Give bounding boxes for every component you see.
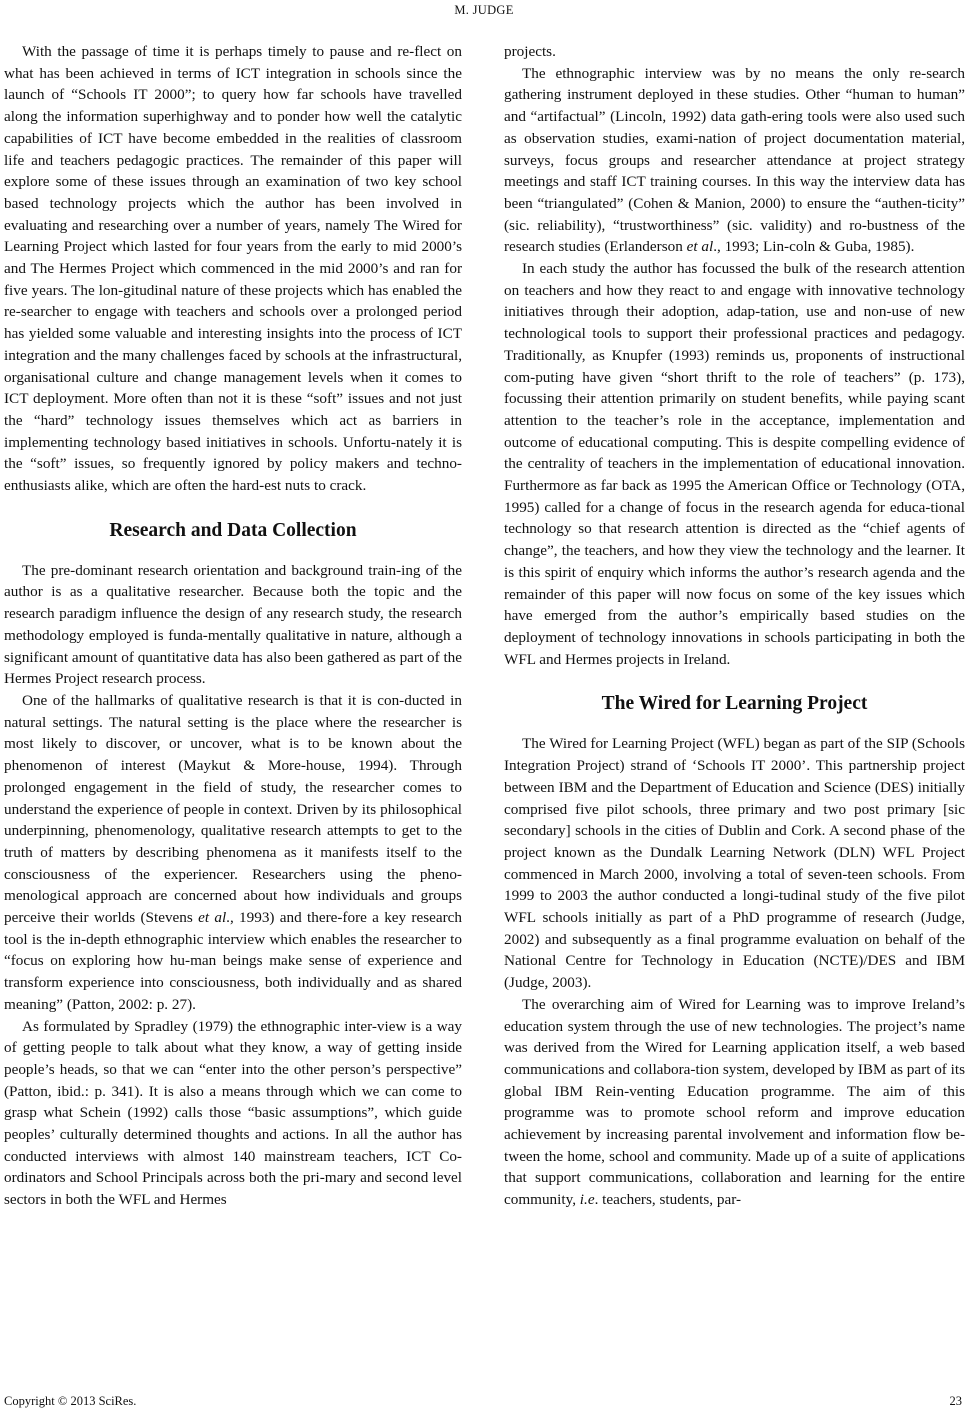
- text-run: The ethnographic interview was by no means the only re-search gathering instrument deployed in these studies. Other “human to human” and “artifactual” (Lincoln, 1992) data gath-ering tools were also used such as observation studies, exami-nation of project documentation material, surveys, focus groups and researcher attendance at project strategy meetings and staff ICT training courses. In this way the interview data has been “triangulated” (Cohen & Manion, 2000) to ensure the “authen-ticity” (sic. reliability), “trustworthiness” (sic. validity) and ro-bustness of the research studies (Erlanderson: [504, 64, 965, 256]
- section-heading-research: Research and Data Collection: [109, 519, 357, 541]
- page-number: 23: [949, 1394, 962, 1408]
- text-run: . teachers, students, par-: [594, 1191, 742, 1209]
- paragraph: In each study the author has focussed the bulk of the research attention on teachers and how they react to and engage with innovative technology initiatives through their adoption, adap-tation, use and non-use of new technological tools to support their professional practices and pedagogy. Traditionally, as Knupfer (1993) reminds us, proponents of instructional com-puting have given “short thrift to the role of teachers” (p. 173), focussing their attention primarily on student benefits, while paying scant attention to the teacher’s role in the acceptance, implementation and outcome of educational computing. This is despite compelling evidence of the centrality of teachers in the implementation of educational innovation. Furthermore as far back as 1995 the American Office or Technology (OTA, 1995) called for a change of focus in the research agenda for educa-tional technology so that research attention is directed as the “chief agents of change”, the teachers, and how they view the technology and the learner. It is this spirit of enquiry which informs the author’s research agenda and the remainder of this paper will now focus on some of the key issues which have emerged from the author’s empirically based studies on the deployment of technology innovations in schools participating in both the WFL and Hermes projects in Ireland.: [504, 260, 965, 668]
- paragraph: As formulated by Spradley (1979) the ethnographic inter-view is a way of getting people to talk about what they know, a way of getting inside people’s heads, so that we can “enter into the other person’s perspective” (Patton, ibid.: p. 341). It is also a means through which we can come to grasp what Schein (1992) calls those “basic assumptions”, which guide peoples’ culturally determined thoughts and actions. In all the author has conducted interviews with almost 140 mainstream teachers, ICT Co-ordinators and School Principals across both the pri-mary and second level sectors in both the WFL and Hermes: [4, 1017, 462, 1209]
- italic-text: i.e: [579, 1191, 595, 1209]
- text-run: ., 1993) and there-fore a key research tool is the in-depth ethnographic interview which enables the researcher to “focus on exploring how hu-man beings make sense of experience and transform experience into consciousness, both individually and as shared meaning” (Patton, 2002: p. 27).: [4, 909, 463, 1013]
- text-run: One of the hallmarks of qualitative research is that it is con-ducted in natural settings. The natural setting is the place where the researcher is most likely to discover, or uncover, what is to be known about the phenomenon of interest (Maykut & More-house, 1994). Through prolonged engagement in the field of study, the researcher comes to understand the experience of people in context. Driven by its philosophical underpinning, phenomenology, qualitative research attempts to get to the truth of matters by describing phenomena as it manifests itself to the consciousness of the experiencer. Researchers using the pheno-menological approach are concerned about how individuals and groups perceive their worlds (Stevens: [4, 691, 462, 927]
- paragraph: The Wired for Learning Project (WFL) began as part of the SIP (Schools Integration Project) strand of ‘Schools IT 2000’. This partnership project between IBM and the Department of Education and Science (DES) initially comprised five pilot schools, three primary and two post primary [sic secondary] schools in the cities of Dublin and Cork. A second phase of the project known as the Dundalk Learning Network (DLN) WFL Project commenced in March 2000, involving a total of seven-teen schools. From 1999 to 2003 the author conducted a longi-tudinal study of the five pilot WFL schools initially as part of a PhD programme of research (Judge, 2002) and subsequently as a final programme evaluation on behalf of the National Centre for Technology in Education (NCTE)/DES and IBM (Judge, 2003).: [504, 735, 965, 992]
- running-head: M. JUDGE: [454, 3, 514, 17]
- section-heading-wfl: The Wired for Learning Project: [601, 693, 868, 715]
- paragraph: [504, 994, 965, 1211]
- paragraph: [504, 63, 965, 258]
- paragraph: The pre-dominant research orientation and background train-ing of the author is as a qualitative researcher. Because both the topic and the research paradigm influence the design of any research study, the research methodology employed is funda-mentally qualitative in nature, although a significant amount of quantitative data has also been gathered as part of the Hermes Project research process.: [4, 561, 462, 688]
- paragraph: projects.: [504, 43, 556, 60]
- italic-text: et al: [198, 909, 227, 927]
- text-run: ., 1993; Lin-coln & Guba, 1985).: [713, 238, 915, 256]
- copyright-notice: Copyright © 2013 SciRes.: [4, 1394, 137, 1408]
- text-run: The overarching aim of Wired for Learning was to improve Ireland’s education system through the use of new technologies. The project’s name was derived from the Wired for Learning application itself, a web based communications and collabora-tion system, developed by IBM as part of its global IBM Rein-venting Education programme. The aim of this programme was to promote school reform and improve education achievement by increasing parental involvement and information flow be-tween the home, school and community. Made up of a suite of applications that support communications, collaboration and learning for the entire community,: [504, 995, 966, 1209]
- left-column: [4, 41, 462, 1211]
- right-column: [504, 41, 965, 1211]
- paragraph: With the passage of time it is perhaps timely to pause and re-flect on what has been achieved in terms of ICT integration in schools since the launch of “Schools IT 2000”; to query how far schools have travelled along the information superhighway and to ponder how well the catalytic capabilities of ICT have become embedded in the realities of classroom life and teachers pedagogic practices. The remainder of this paper will explore some of these issues through an examination of two key school based technology projects which the author has been involved in evaluating and researching over a number of years, namely The Wired for Learning Project which lasted for four years from the early to mid 2000’s and The Hermes Project which commenced in the mid 2000’s and ran for five years. The lon-gitudinal nature of these projects which has enabled the re-searcher to engage with teachers and schools over a prolonged period has yielded some valuable and interesting insights into the process of ICT integration and the many challenges faced by schools at the infrastructural, organisational culture and change management levels when it comes to ICT deployment. More often than not it is these “soft” issues and not just the “hard” technology issues themselves which act as barriers in implementing technology based initiatives in schools. Unfortu-nately it is the “soft” issues, so frequently ignored by policy makers and techno-enthusiasts alike, which are often the hard-est nuts to crack.: [4, 43, 462, 495]
- italic-text: et al: [686, 238, 714, 256]
- paragraph: [4, 690, 462, 1016]
